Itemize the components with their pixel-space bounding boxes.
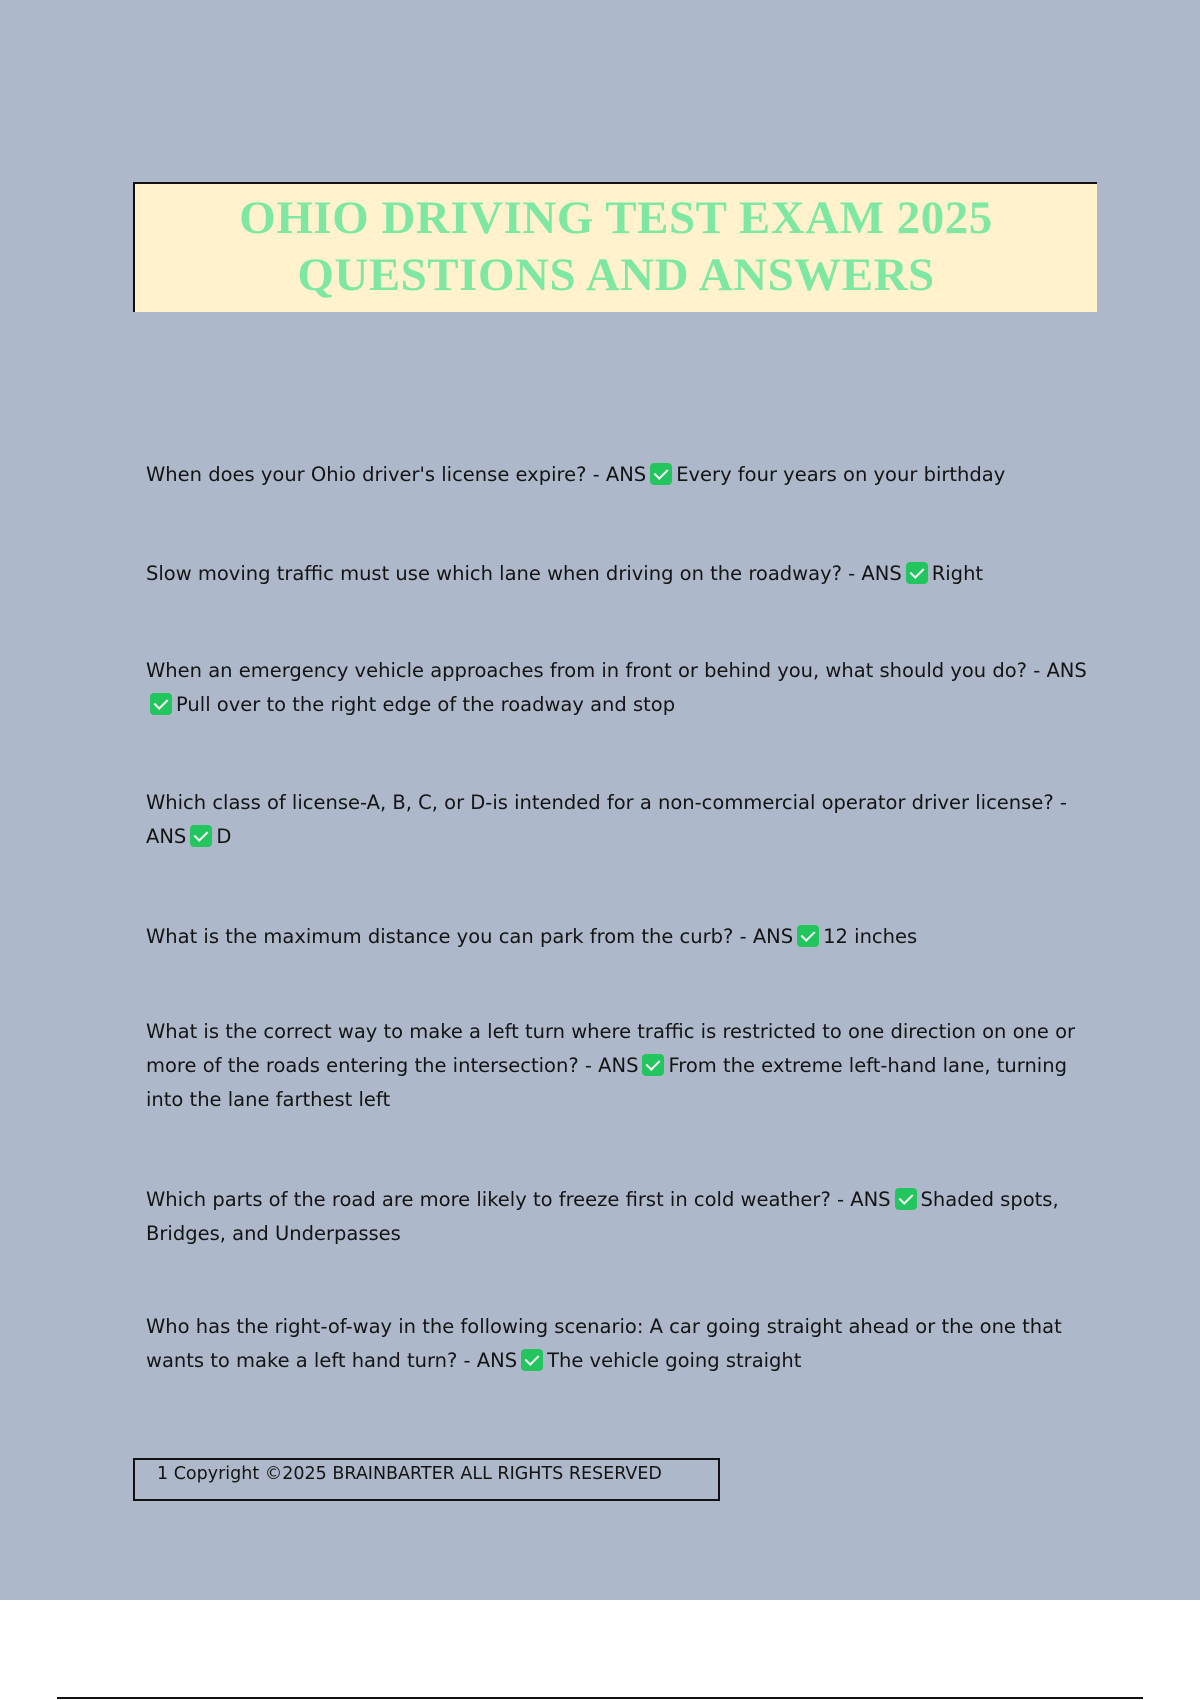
qa-item-7 [146,1183,1091,1251]
answer-text: Pull over to the right edge of the roadway and stop [176,693,676,716]
check-icon [906,562,928,584]
answer-text: Shaded spots, Bridges, and Underpasses [146,1188,1059,1245]
check-icon [650,463,672,485]
answer-marker: ANS [476,1349,518,1372]
qa-item-2 [146,557,1091,591]
question-text: When an emergency vehicle approaches from in front or behind you, what should you do? - [146,659,1041,682]
answer-marker: ANS [752,925,794,948]
answer-text: Every four years on your birthday [676,463,1006,486]
check-icon [190,825,212,847]
copyright-text: 1 Copyright ©2025 BRAINBARTER ALL RIGHTS RESERVED [157,1464,662,1484]
title-line-2: QUESTIONS AND ANSWERS [297,249,935,301]
check-icon [521,1349,543,1371]
answer-text: 12 inches [823,925,918,948]
title-line-1: OHIO DRIVING TEST EXAM 2025 [239,192,993,244]
check-icon [797,925,819,947]
qa-item-6 [146,1015,1091,1117]
bottom-divider [57,1697,1143,1699]
question-text: When does your Ohio driver's license expire? - [146,463,600,486]
qa-item-5 [146,920,1091,954]
check-icon [150,693,172,715]
qa-item-8 [146,1310,1091,1378]
qa-item-1 [146,458,1091,492]
qa-item-3 [146,654,1091,722]
answer-text: From the extreme left-hand lane, turning into the lane farthest left [146,1054,1067,1111]
answer-marker: ANS [850,1188,891,1211]
question-text: What is the maximum distance you can park from the curb? - [146,925,747,948]
answer-marker: ANS [605,463,647,486]
check-icon [642,1054,664,1076]
answer-text: Right [931,562,984,585]
title-banner [133,182,1097,312]
question-text: What is the correct way to make a left turn where traffic is restricted to one direction on one or more of the roads entering the intersection? - [146,1020,1076,1077]
answer-text: The vehicle going straight [547,1349,802,1372]
question-text: Slow moving traffic must use which lane when driving on the roadway? - [146,562,856,585]
answer-text: D [216,825,232,848]
question-text: Which class of license-A, B, C, or D-is intended for a non-commercial operator driver license? - [146,791,1067,814]
check-icon [895,1188,917,1210]
answer-marker: ANS [146,825,187,848]
question-text: Who has the right-of-way in the following scenario: A car going straight ahead or the one that wants to make a left hand turn? - [146,1315,1062,1372]
copyright-footer [133,1458,720,1501]
answer-marker: ANS [1046,659,1087,682]
qa-item-4 [146,786,1091,854]
question-text: Which parts of the road are more likely to freeze first in cold weather? - [146,1188,845,1211]
answer-marker: ANS [861,562,902,585]
answer-marker: ANS [598,1054,639,1077]
